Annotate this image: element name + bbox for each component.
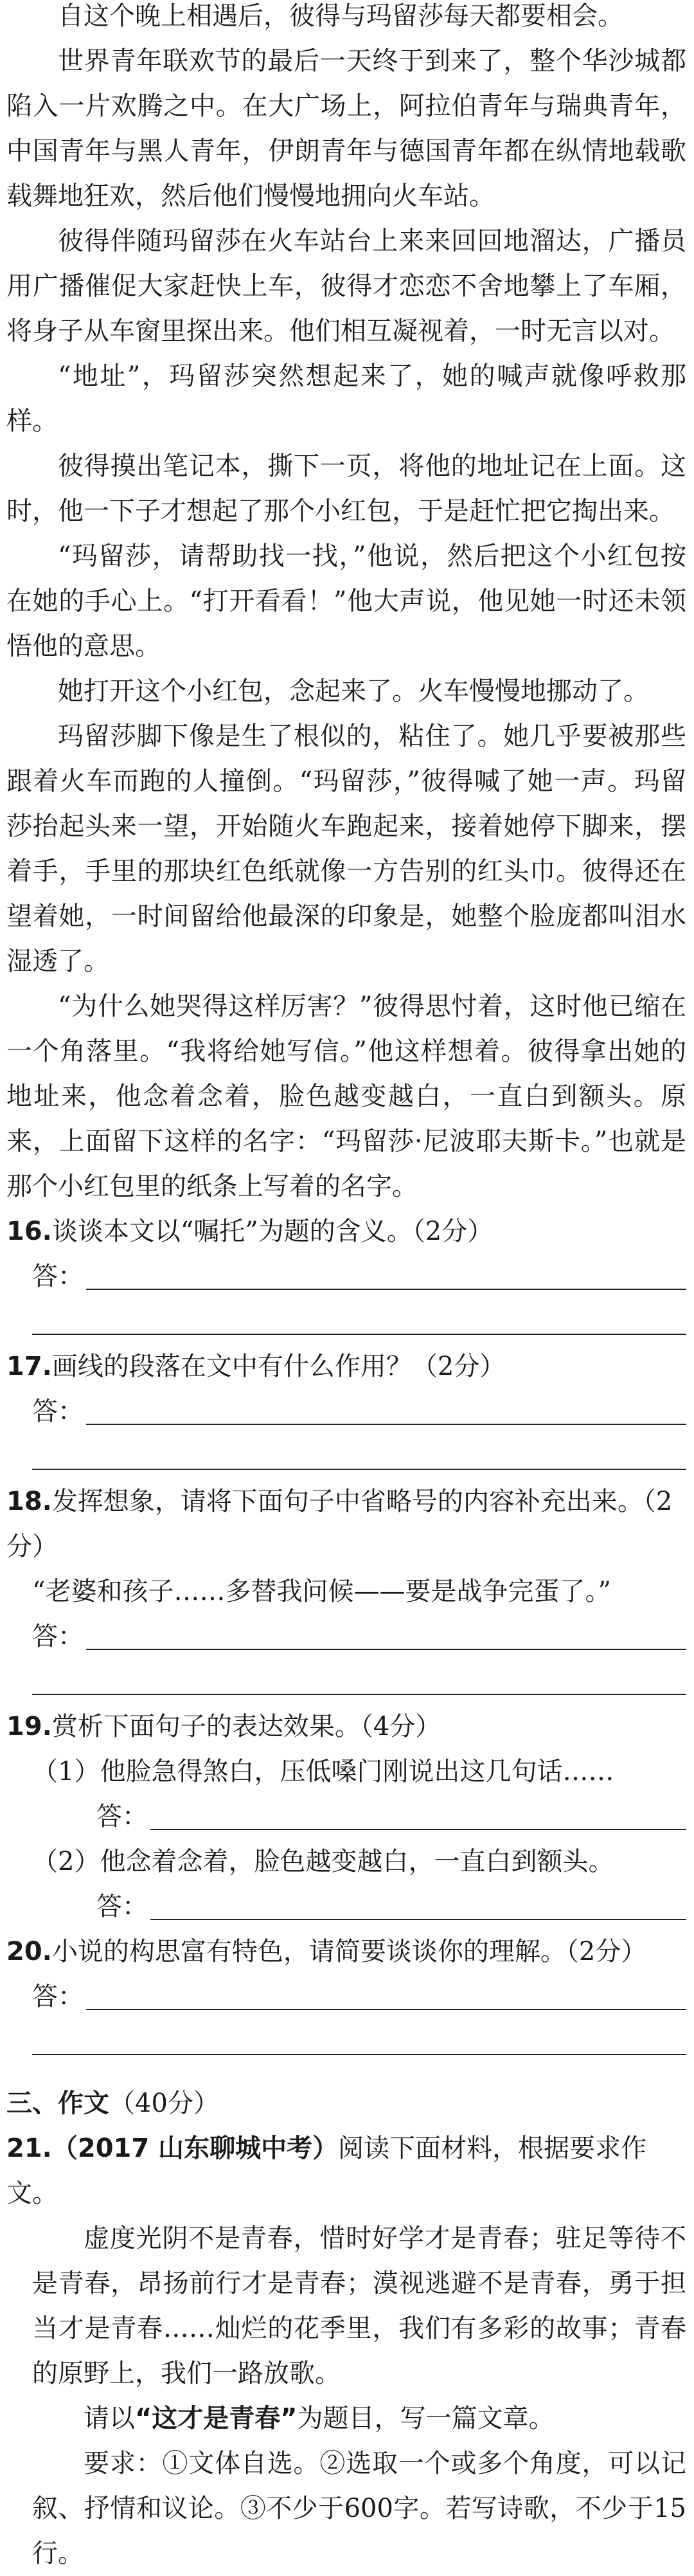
story-paragraph-2: 世界青年联欢节的最后一天终于到来了，整个华沙城都陷入一片欢腾之中。在大广场上，阿拉伯青年与瑞典青年，中国青年与黑人青年，伊朗青年与德国青年都在纵情地载歌载舞地狂欢，然后他们慢慢地拥向火车站。 bbox=[6, 46, 686, 211]
answer-underline bbox=[86, 1424, 686, 1425]
answer-label: 答： bbox=[96, 1802, 148, 1831]
section-3-title bbox=[6, 2081, 686, 2126]
story-paragraph-4: “地址”，玛留莎突然想起来了，她的喊声就像呼救那样。 bbox=[6, 361, 686, 436]
question-19-text: 赏析下面句子的表达效果。（4分） bbox=[51, 1712, 441, 1741]
question-16-text: 谈谈本文以“嘱托”为题的含义。（2分） bbox=[51, 1217, 494, 1246]
question-16 bbox=[6, 1209, 686, 1254]
answer-line-16-extra[interactable] bbox=[6, 1299, 686, 1344]
answer-label: 答： bbox=[32, 1397, 84, 1426]
question-19-sub-1: （1）他脸急得煞白，压低嗓门刚说出这几句话…… bbox=[32, 1757, 614, 1786]
question-21-source: （2017 山东聊城中考） bbox=[51, 2134, 339, 2163]
question-17-number: 17. bbox=[6, 1352, 52, 1381]
answer-label: 答： bbox=[96, 1892, 148, 1921]
question-19 bbox=[6, 1704, 686, 1749]
prompt-post: 为题目，写一篇文章。 bbox=[297, 2404, 555, 2433]
answer-label: 答： bbox=[32, 1982, 84, 2011]
question-19-number: 19. bbox=[6, 1712, 52, 1741]
question-21-requirements: 要求：①文体自选。②选取一个或多个角度，可以记叙、抒情和议论。③不少于600字。若写诗歌，不少于15行。 bbox=[32, 2449, 686, 2568]
question-17 bbox=[6, 1344, 686, 1389]
answer-line-19-1[interactable] bbox=[6, 1794, 686, 1839]
answer-underline bbox=[86, 2009, 686, 2010]
question-21-number: 21. bbox=[6, 2134, 52, 2163]
answer-line-20[interactable] bbox=[6, 1974, 686, 2019]
answer-label: 答： bbox=[32, 1262, 84, 1291]
question-21 bbox=[6, 2126, 686, 2216]
question-19-sub-2: （2）他念着念着，脸色越变越白，一直白到额头。 bbox=[32, 1847, 614, 1876]
question-18-quote: “老婆和孩子……多替我问候——要是战争完蛋了。” bbox=[32, 1577, 611, 1606]
answer-underline bbox=[32, 1694, 686, 1695]
question-18-number: 18. bbox=[6, 1487, 52, 1516]
section-3-score: （40分） bbox=[109, 2089, 219, 2118]
question-17-text: 画线的段落在文中有什么作用？（2分） bbox=[51, 1352, 506, 1381]
answer-line-19-2[interactable] bbox=[6, 1884, 686, 1929]
answer-underline bbox=[150, 1919, 686, 1920]
answer-line-20-extra[interactable] bbox=[6, 2019, 686, 2064]
answer-underline bbox=[86, 1649, 686, 1650]
story-paragraph-5: 彼得摸出笔记本，撕下一页，将他的地址记在上面。这时，他一下子才想起了那个小红包，于是赶忙把它掏出来。 bbox=[6, 451, 686, 526]
question-20 bbox=[6, 1929, 686, 1974]
story-paragraph-9: “为什么她哭得这样厉害？”彼得思忖着，这时他已缩在一个角落里。“我将给她写信。”他这样想着。彼得拿出她的地址来，他念着念着，脸色越变越白，一直白到额头。原来，上面留下这样的名字：“玛留莎·尼波耶夫斯卡。”也就是那个小红包里的纸条上写着的名字。 bbox=[6, 992, 686, 1201]
answer-line-16[interactable] bbox=[6, 1254, 686, 1299]
answer-line-17-extra[interactable] bbox=[6, 1434, 686, 1479]
question-20-text: 小说的构思富有特色，请简要谈谈你的理解。（2分） bbox=[51, 1937, 647, 1966]
question-20-number: 20. bbox=[6, 1937, 52, 1966]
section-3-heading: 三、作文 bbox=[6, 2089, 109, 2118]
answer-underline bbox=[32, 2054, 686, 2055]
story-paragraph-3: 彼得伴随玛留莎在火车站台上来来回回地溜达，广播员用广播催促大家赶快上车，彼得才恋恋不舍地攀上了车厢，将身子从车窗里探出来。他们相互凝视着，一时无言以对。 bbox=[6, 226, 686, 346]
answer-label: 答： bbox=[32, 1622, 84, 1651]
story-paragraph-1: 自这个晚上相遇后，彼得与玛留莎每天都要相会。 bbox=[58, 1, 623, 31]
story-paragraph-7: 她打开这个小红包，念起来了。火车慢慢地挪动了。 bbox=[58, 676, 649, 706]
answer-line-17[interactable] bbox=[6, 1389, 686, 1434]
question-21-prompt bbox=[6, 2396, 686, 2441]
story-paragraph-6: “玛留莎，请帮助找一找，”他说，然后把这个小红包按在她的手心上。“打开看看！”他大声说，他见她一时还未领悟他的意思。 bbox=[6, 541, 686, 661]
answer-underline bbox=[32, 1469, 686, 1470]
answer-underline bbox=[86, 1289, 686, 1290]
answer-underline bbox=[32, 1334, 686, 1335]
prompt-pre: 请以 bbox=[84, 2404, 135, 2433]
prompt-title: “这才是青春” bbox=[135, 2404, 298, 2433]
question-18-text: 发挥想象，请将下面句子中省略号的内容补充出来。（2分） bbox=[6, 1487, 673, 1561]
question-18 bbox=[6, 1479, 686, 1569]
question-16-number: 16. bbox=[6, 1217, 52, 1246]
story-paragraph-8: 玛留莎脚下像是生了根似的，粘住了。她几乎要被那些跟着火车而跑的人撞倒。“玛留莎，”彼得喊了她一声。玛留莎抬起头来一望，开始随火车跑起来，接着她停下脚来，摆着手，手里的那块红色纸就像一方告别的红头巾。彼得还在望着她，一时间留给他最深的印象是，她整个脸庞都叫泪水湿透了。 bbox=[6, 721, 686, 976]
answer-line-18[interactable] bbox=[6, 1614, 686, 1659]
answer-underline bbox=[150, 1829, 686, 1830]
question-21-material: 虚度光阴不是青春，惜时好学才是青春；驻足等待不是青春，昂扬前行才是青春；漠视逃避不是青春，勇于担当才是青春……灿烂的花季里，我们有多彩的故事；青春的原野上，我们一路放歌。 bbox=[32, 2224, 686, 2388]
question-21-text: 阅读下面材料，根据要求作文。 bbox=[6, 2134, 647, 2208]
answer-line-18-extra[interactable] bbox=[6, 1659, 686, 1704]
